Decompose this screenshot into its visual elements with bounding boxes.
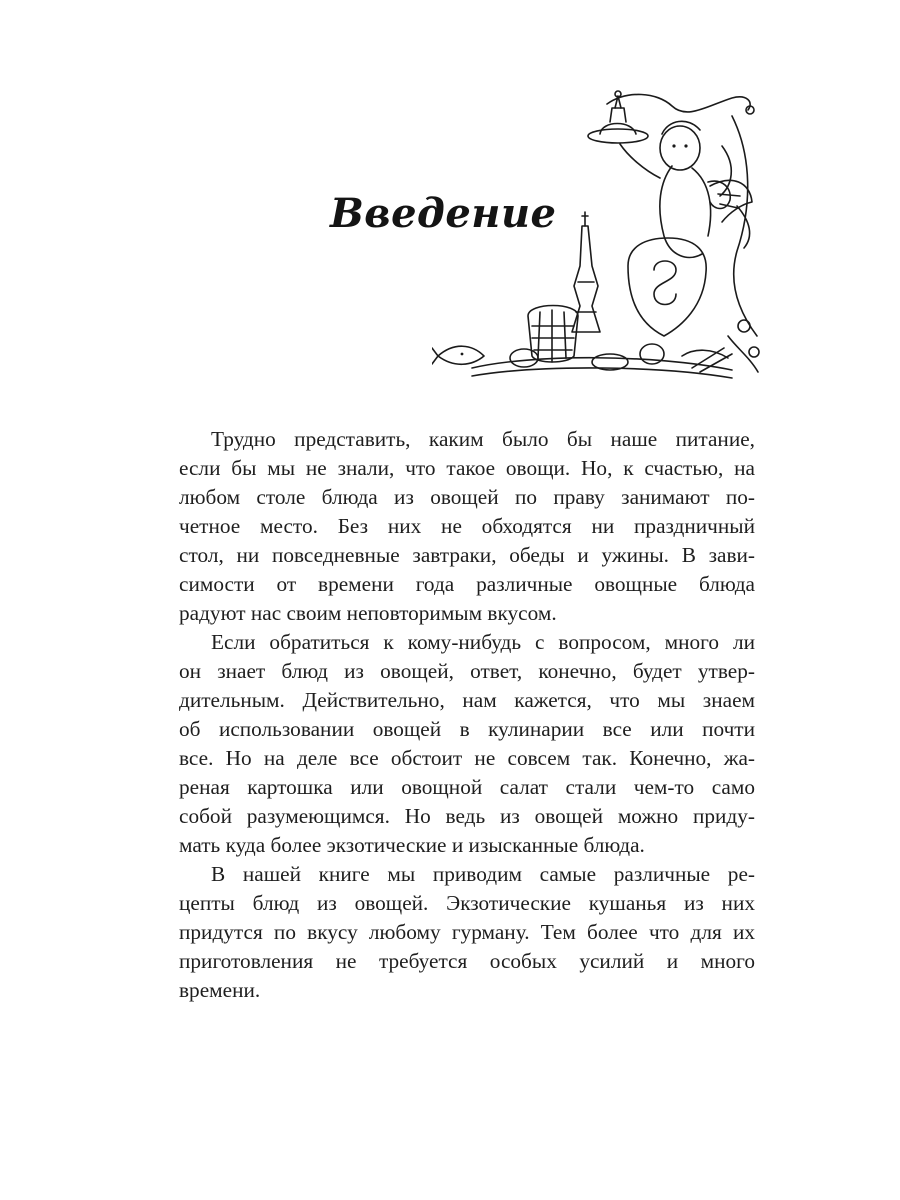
fish-shape (438, 346, 484, 364)
decorative-engraving-illustration (432, 86, 762, 398)
text-line: все. Но на деле все обстоит не совсем так. Конечно, жа- (179, 746, 755, 770)
paragraph-2 (179, 628, 755, 860)
text-line: дительным. Действительно, нам кажется, что мы знаем (179, 688, 755, 712)
cake-tray (588, 129, 648, 143)
body-text (179, 425, 755, 1005)
ornament-scroll-right (732, 116, 757, 336)
text-line: если бы мы не знали, что такое овощи. Но, к счастью, на (179, 456, 755, 480)
paragraph-1 (179, 425, 755, 628)
text-line: мать куда более экзотические и изысканные блюда. (179, 833, 645, 857)
ornament-scroll-top (607, 94, 750, 112)
text-line: приготовления не требуется особых усилий и много (179, 949, 755, 973)
text-line: четное место. Без них не обходятся ни праздничный (179, 514, 755, 538)
chapter-title: Введение (330, 190, 557, 237)
text-line: времени. (179, 978, 261, 1002)
ornate-vase (572, 226, 600, 332)
text-line: В нашей книге мы приводим самые различные ре- (211, 862, 755, 886)
paragraph-3 (179, 860, 755, 1005)
text-line: придутся по вкусу любому гурману. Тем более что для их (179, 920, 755, 944)
text-line: реная картошка или овощной салат стали чем-то само (179, 775, 755, 799)
text-line: радуют нас своим неповторимым вкусом. (179, 601, 557, 625)
text-line: он знает блюд из овощей, ответ, конечно, будет утвер- (179, 659, 755, 683)
text-line: Если обратиться к кому-нибудь с вопросом, много ли (211, 630, 755, 654)
text-line: об использовании овощей в кулинарии все или почти (179, 717, 755, 741)
text-line: стол, ни повседневные завтраки, обеды и ужины. В зави- (179, 543, 755, 567)
shield-emblem (628, 238, 706, 336)
text-line: любом столе блюда из овощей по праву занимают по- (179, 485, 755, 509)
cherub-head (660, 126, 700, 170)
text-line: собой разумеющимся. Но ведь из овощей можно приду- (179, 804, 755, 828)
text-line: симости от времени года различные овощные блюда (179, 572, 755, 596)
text-line: цепты блюд из овощей. Экзотические кушанья из них (179, 891, 755, 915)
text-line: Трудно представить, каким было бы наше питание, (211, 427, 755, 451)
cherub-arm (620, 144, 660, 178)
